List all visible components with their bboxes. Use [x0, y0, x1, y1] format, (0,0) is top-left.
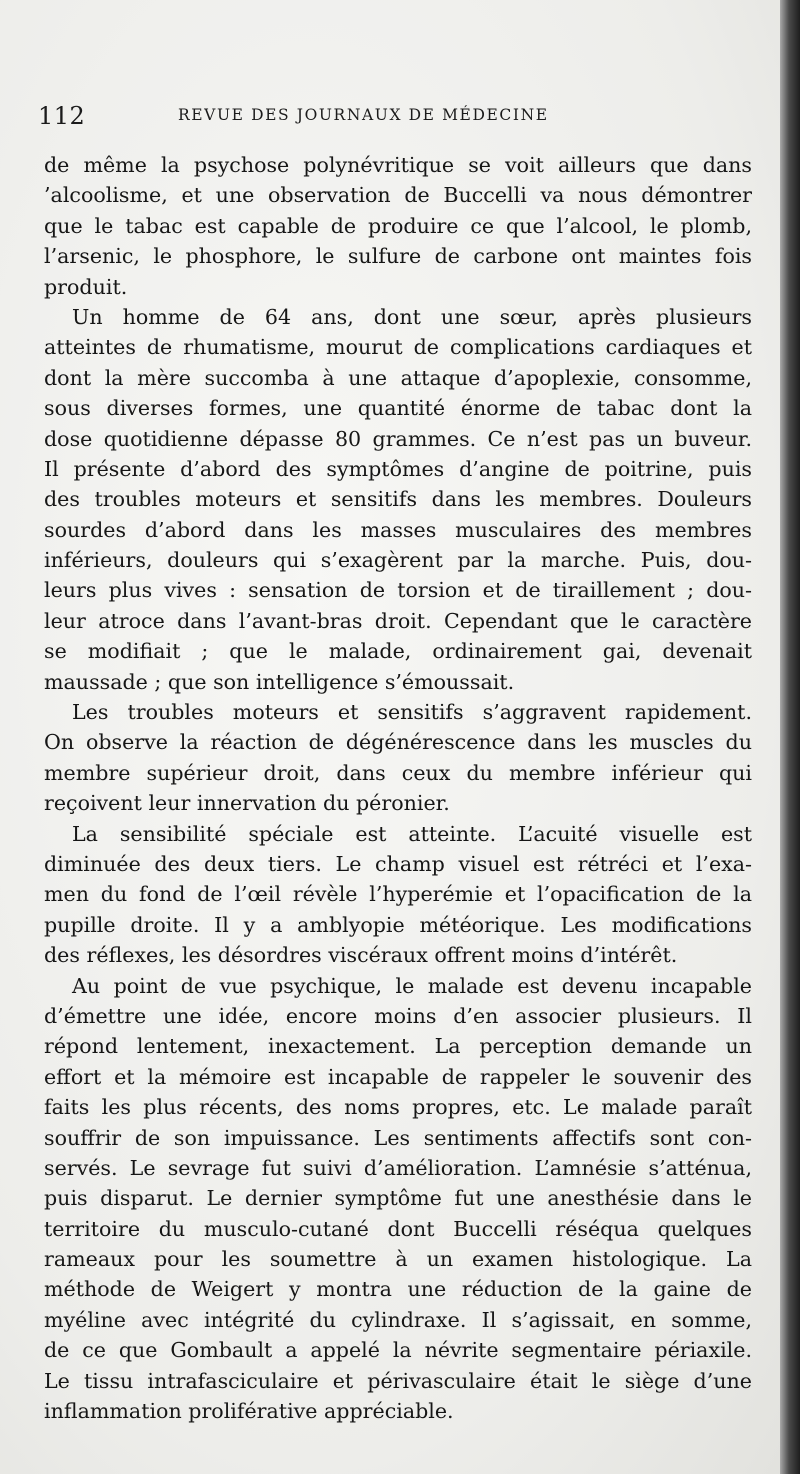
book-spine-shadow [780, 0, 800, 1474]
text-line: inférieurs, douleurs qui s’exagèrent par la marche. Puis, dou- [44, 548, 752, 573]
text-line: diminuée des deux tiers. Le champ visuel est rétréci et l’exa- [44, 851, 752, 876]
text-line: l’arsenic, le phosphore, le sulfure de carbone ont maintes fois [44, 244, 752, 269]
text-line: Le tissu intrafasciculaire et périvasculaire était le siège d’une [44, 1368, 752, 1393]
text-line: Un homme de 64 ans, dont une sœur, après plusieurs [72, 304, 752, 329]
page-number: 112 [38, 102, 86, 130]
text-line: de ce que Gombault a appelé la névrite segmentaire périaxile. [44, 1338, 752, 1363]
text-line: On observe la réaction de dégénérescence dans les muscles du [44, 730, 752, 755]
text-line: inflammation proliférative appréciable. [44, 1399, 454, 1424]
text-line: servés. Le sevrage fut suivi d’amélioration. L’amnésie s’atténua, [44, 1155, 752, 1180]
text-line: d’émettre une idée, encore moins d’en associer plusieurs. Il [44, 1003, 752, 1028]
text-line: Les troubles moteurs et sensitifs s’aggravent rapidement. [72, 700, 752, 725]
text-line: des réflexes, les désordres viscéraux offrent moins d’intérêt. [44, 943, 678, 968]
text-line: sous diverses formes, une quantité énorme de tabac dont la [44, 396, 752, 421]
text-line: méthode de Weigert y montra une réduction de la gaine de [44, 1277, 752, 1302]
text-line: de même la psychose polynévritique se voit ailleurs que dans [44, 153, 752, 177]
text-line: que le tabac est capable de produire ce que l’alcool, le plomb, [44, 213, 752, 238]
text-line: rameaux pour les soumettre à un examen histologique. La [44, 1247, 752, 1272]
text-line: répond lentement, inexactement. La perception demande un [44, 1034, 752, 1059]
page-header [38, 102, 738, 132]
text-line: myéline avec intégrité du cylindraxe. Il s’agissait, en somme, [44, 1307, 752, 1332]
text-line: leurs plus vives : sensation de torsion et de tiraillement ; dou- [44, 578, 752, 603]
text-line: dont la mère succomba à une attaque d’apoplexie, consomme, [44, 365, 752, 390]
text-line: produit. [44, 274, 128, 299]
running-title: REVUE DES JOURNAUX DE MÉDECINE [178, 106, 549, 124]
text-line: membre supérieur droit, dans ceux du membre inférieur qui [44, 760, 752, 785]
text-line: Au point de vue psychique, le malade est devenu incapable [72, 973, 752, 998]
text-line: pupille droite. Il y a amblyopie météorique. Les modifications [44, 912, 752, 937]
text-line: atteintes de rhumatisme, mourut de complications cardiaques et [44, 335, 752, 360]
text-line: souffrir de son impuissance. Les sentiments affectifs sont con- [44, 1125, 752, 1150]
text-line: dose quotidienne dépasse 80 grammes. Ce n’est pas un buveur. [44, 426, 752, 451]
text-line: territoire du musculo-cutané dont Buccelli réséqua quelques [44, 1216, 752, 1241]
text-line: maussade ; que son intelligence s’émoussait. [44, 669, 515, 694]
text-line: leur atroce dans l’avant-bras droit. Cependant que le caractère [44, 608, 752, 633]
text-line: sourdes d’abord dans les masses musculaires des membres [44, 517, 752, 542]
text-line: effort et la mémoire est incapable de rappeler le souvenir des [44, 1064, 752, 1089]
text-line: reçoivent leur innervation du péronier. [44, 791, 450, 816]
text-line: se modifiait ; que le malade, ordinairement gai, devenait [44, 639, 752, 664]
text-line: faits les plus récents, des noms propres, etc. Le malade paraît [44, 1095, 752, 1120]
text-line: des troubles moteurs et sensitifs dans les membres. Douleurs [44, 487, 752, 512]
text-line: ’alcoolisme, et une observation de Buccelli va nous démontrer [44, 183, 752, 208]
body-text [44, 150, 752, 1426]
text-line: Il présente d’abord des symptômes d’angine de poitrine, puis [44, 456, 752, 481]
text-line: men du fond de l’œil révèle l’hyperémie et l’opacification de la [44, 882, 752, 907]
text-line: La sensibilité spéciale est atteinte. L’acuité visuelle est [72, 821, 752, 846]
text-line: puis disparut. Le dernier symptôme fut une anesthésie dans le [44, 1186, 752, 1211]
